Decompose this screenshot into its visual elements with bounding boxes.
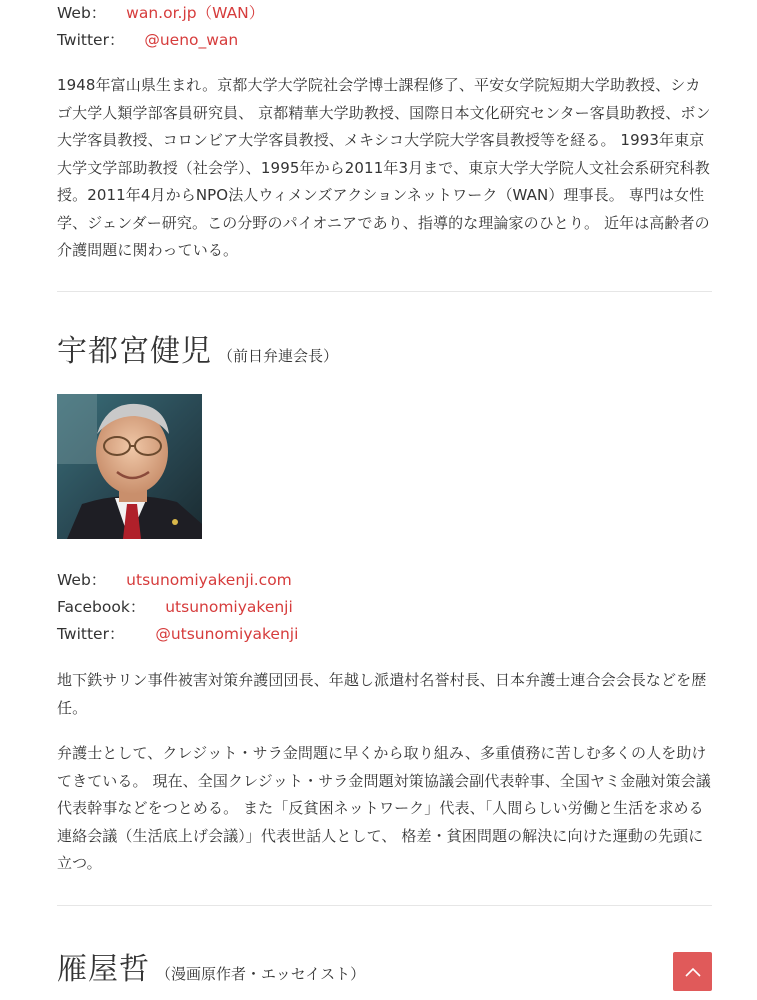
person2-twitter-row <box>57 621 298 648</box>
person2-photo <box>57 394 202 539</box>
twitter-label: Twitter： <box>57 625 125 643</box>
person2-web-link[interactable]: utsunomiyakenji.com <box>126 571 292 589</box>
person3-name: 雁屋哲 <box>57 952 150 987</box>
person1-twitter-row <box>57 27 264 54</box>
person1-web-link[interactable]: wan.or.jp（WAN） <box>126 4 265 22</box>
web-label: Web： <box>57 4 107 22</box>
section-divider <box>57 291 712 292</box>
person2-heading <box>57 326 338 370</box>
person1-bio: 1948年富山県生まれ。京都大学大学院社会学博士課程修了、平安女学院短期大学助教授、シカゴ大学人類学部客員研究員、 京都精華大学助教授、国際日本文化研究センター客員助教授、ボン大学客員教授、コロンビア大学客員教授、メキシコ大学院大学客員教授等を経る。 1993年東京大学文学部助教授（社会学）、1995年から2011年3月まで、東京大学大学院人文社会系研究科教授。2011年4月からNPO法人ウィメンズアクションネットワーク（WAN）理事長。 専門は女性学、ジェンダー研究。この分野のパイオニアであり、指導的な理論家のひとり。 近年は高齢者の介護問題に関わっている。 <box>57 76 711 259</box>
person2-portrait-image <box>57 394 202 539</box>
person3-heading <box>57 944 365 988</box>
person1-twitter-link[interactable]: @ueno_wan <box>144 31 239 49</box>
person2-web-row <box>57 567 298 594</box>
person2-role: （前日弁連会長） <box>218 347 339 365</box>
person2-twitter-link[interactable]: @utsunomiyakenji <box>155 625 299 643</box>
person2-facebook-link[interactable]: utsunomiyakenji <box>165 598 293 616</box>
facebook-label: Facebook： <box>57 598 146 616</box>
person2-bio-1: 地下鉄サリン事件被害対策弁護団団長、年越し派遣村名誉村長、日本弁護士連合会会長などを歴任。 <box>57 671 707 717</box>
twitter-label: Twitter： <box>57 31 125 49</box>
section-divider <box>57 905 712 906</box>
web-label: Web： <box>57 571 107 589</box>
person2-bio-2: 弁護士として、クレジット・サラ金問題に早くから取り組み、多重債務に苦しむ多くの人を助けてきている。 現在、全国クレジット・サラ金問題対策協議会副代表幹事、全国ヤミ金融対策会議代表幹事などをつとめる。 また「反貧困ネットワーク」代表、「人間らしい労働と生活を求める連絡会議（生活底上げ会議）」代表世話人として、 格差・貧困問題の解決に向けた運動の先頭に立つ。 <box>57 744 711 872</box>
chevron-up-icon <box>685 967 701 977</box>
scroll-to-top-button[interactable] <box>673 952 712 991</box>
person1-web-row <box>57 0 264 27</box>
person3-role: （漫画原作者・エッセイスト） <box>156 965 366 983</box>
person2-facebook-row <box>57 594 298 621</box>
person2-name: 宇都宮健児 <box>57 334 212 369</box>
person1-links <box>57 0 264 54</box>
person2-links <box>57 567 298 648</box>
